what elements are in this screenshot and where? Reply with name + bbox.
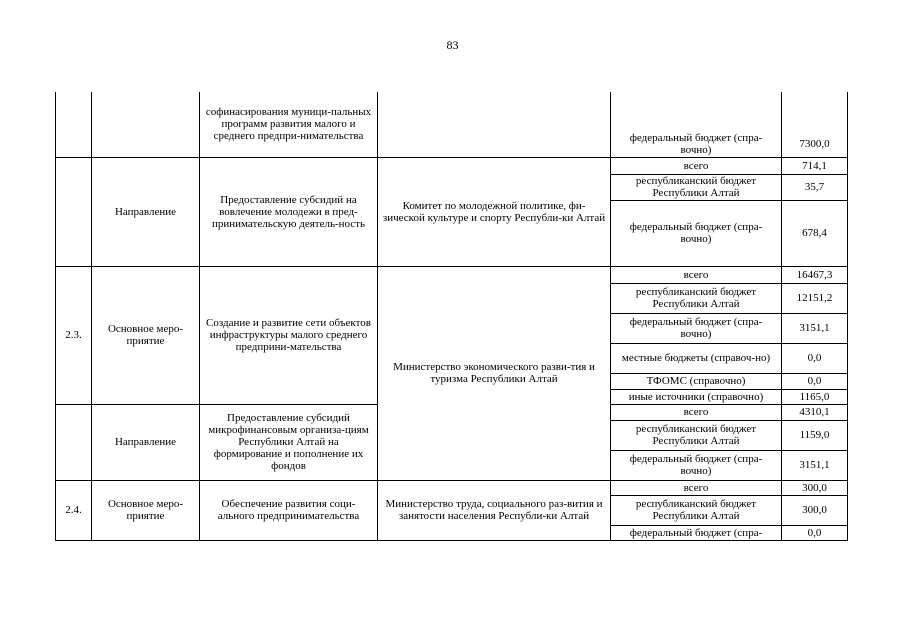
cell-value: 300,0: [782, 480, 848, 495]
cell-budget: [611, 92, 782, 131]
cell-budget: иные источники (справочно): [611, 389, 782, 404]
cell-budget: республиканский бюджет Республики Алтай: [611, 495, 782, 525]
cell-budget: местные бюджеты (справоч-но): [611, 343, 782, 373]
cell-executor: Комитет по молодежной политике, фи-зической культуре и спорту Республи-ки Алтай: [378, 157, 611, 266]
cell-budget: всего: [611, 404, 782, 420]
cell-value: 0,0: [782, 373, 848, 389]
cell-budget: федеральный бюджет (спра-вочно): [611, 200, 782, 266]
table-row: [56, 266, 848, 283]
cell-budget: республиканский бюджет Республики Алтай: [611, 420, 782, 450]
cell-name: Обеспечение развития соци-ального предпринимательства: [200, 480, 378, 540]
cell-number: 2.3.: [56, 266, 92, 404]
cell-type: Основное меро-приятие: [92, 266, 200, 404]
cell-budget: республиканский бюджет Республики Алтай: [611, 283, 782, 313]
table-row: [56, 157, 848, 174]
cell-value: 3151,1: [782, 313, 848, 343]
cell-value: 1165,0: [782, 389, 848, 404]
cell-type: Направление: [92, 157, 200, 266]
cell-value: 4310,1: [782, 404, 848, 420]
cell-number: [56, 92, 92, 157]
cell-executor: [378, 92, 611, 157]
cell-value: 7300,0: [782, 131, 848, 157]
cell-executor: Министерство экономического разви-тия и туризма Республики Алтай: [378, 266, 611, 480]
cell-type: Основное меро-приятие: [92, 480, 200, 540]
program-table: [55, 92, 848, 541]
cell-type: [92, 92, 200, 157]
cell-budget: ТФОМС (справочно): [611, 373, 782, 389]
cell-value: 16467,3: [782, 266, 848, 283]
cell-value: 35,7: [782, 174, 848, 200]
cell-value: 12151,2: [782, 283, 848, 313]
cell-type: Направление: [92, 404, 200, 480]
cell-value: [782, 92, 848, 131]
cell-value: 678,4: [782, 200, 848, 266]
cell-name: Предоставление субсидий на вовлечение молодежи в пред-принимательскую деятель-ность: [200, 157, 378, 266]
cell-value: 3151,1: [782, 450, 848, 480]
cell-budget: всего: [611, 266, 782, 283]
cell-budget: федеральный бюджет (спра-вочно): [611, 313, 782, 343]
cell-number: 2.4.: [56, 480, 92, 540]
cell-value: 0,0: [782, 343, 848, 373]
cell-budget: всего: [611, 480, 782, 495]
page-number: 83: [446, 38, 459, 52]
cell-executor: Министерство труда, социального раз-вития и занятости населения Республи-ки Алтай: [378, 480, 611, 540]
cell-value: 0,0: [782, 525, 848, 540]
cell-budget: всего: [611, 157, 782, 174]
cell-budget: федеральный бюджет (спра-вочно): [611, 131, 782, 157]
cell-budget: федеральный бюджет (спра-вочно): [611, 450, 782, 480]
cell-name: Предоставление субсидий микрофинансовым организа-циям Республики Алтай на формирование и пополнение их фондов: [200, 404, 378, 480]
cell-value: 1159,0: [782, 420, 848, 450]
cell-name: софинасирования муници-пальных программ развития малого и среднего предпри-нимательства: [200, 92, 378, 157]
cell-budget: республиканский бюджет Республики Алтай: [611, 174, 782, 200]
cell-value: 714,1: [782, 157, 848, 174]
cell-number: [56, 404, 92, 480]
table-row: [56, 92, 848, 131]
cell-number: [56, 157, 92, 266]
cell-budget: федеральный бюджет (спра-: [611, 525, 782, 540]
cell-value: 300,0: [782, 495, 848, 525]
table-row: [56, 480, 848, 495]
cell-name: Создание и развитие сети объектов инфраструктуры малого среднего предприни-мательства: [200, 266, 378, 404]
